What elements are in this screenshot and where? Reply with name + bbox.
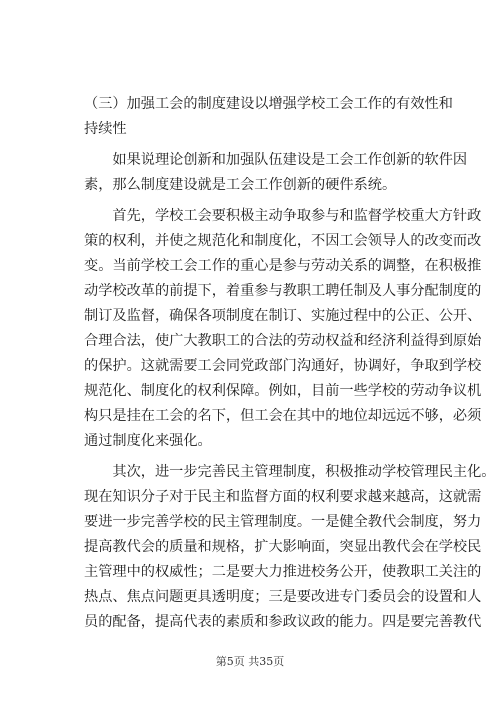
text-line: 其次，进一步完善民主管理制度，积极推动学校管理民主化。: [84, 464, 496, 480]
text-line: 动学校改革的前提下，着重参与教职工聘任制及人事分配制度的: [84, 283, 482, 299]
text-line: 如果说理论创新和加强队伍建设是工会工作创新的软件因: [84, 152, 468, 168]
text-line: 持续性: [84, 121, 127, 137]
text-line: 要进一步完善学校的民主管理制度。一是健全教代会制度，努力: [84, 514, 482, 530]
text-line: 素，那么制度建设就是工会工作创新的硬件系统。: [84, 177, 397, 193]
paragraph: [84, 460, 496, 635]
text-line: 的保护。这就需要工会同党政部门沟通好，协调好，争取到学校: [84, 358, 482, 374]
paragraph: [84, 204, 482, 454]
text-line: 制订及监督，确保各项制度在制订、实施过程中的公正、公开、: [84, 308, 482, 324]
text-line: 提高教代会的质量和规格，扩大影响面，突显出教代会在学校民: [84, 539, 482, 555]
text-line: 员的配备，提高代表的素质和参政议政的能力。四是要完善教代: [84, 614, 482, 630]
text-line: 构只是挂在工会的名下，但工会在其中的地位却远远不够，必须: [84, 408, 482, 424]
text-line: 热点、焦点问题更具透明度；三是要改进专门委员会的设置和人: [84, 589, 482, 605]
text-line: 策的权利，并使之规范化和制度化，不因工会领导人的改变而改: [84, 233, 482, 249]
document-body: [84, 92, 496, 641]
text-line: 现在知识分子对于民主和监督方面的权利要求越来越高，这就需: [84, 489, 482, 505]
text-line: 变。当前学校工会工作的重心是参与劳动关系的调整，在积极推: [84, 258, 482, 274]
text-line: 通过制度化来强化。: [84, 433, 212, 449]
paragraph: [84, 148, 468, 198]
text-line: 主管理中的权威性；二是要大力推进校务公开，使教职工关注的: [84, 564, 482, 580]
text-line: （三）加强工会的制度建设以增强学校工会工作的有效性和: [84, 96, 453, 112]
section-heading: [84, 92, 453, 142]
page-footer: 第5页 共35页: [215, 655, 285, 668]
text-line: 首先，学校工会要积极主动争取参与和监督学校重大方针政: [84, 208, 482, 224]
text-line: 规范化、制度化的权利保障。例如，目前一些学校的劳动争议机: [84, 383, 482, 399]
text-line: 合理合法，使广大教职工的合法的劳动权益和经济利益得到原始: [84, 333, 482, 349]
